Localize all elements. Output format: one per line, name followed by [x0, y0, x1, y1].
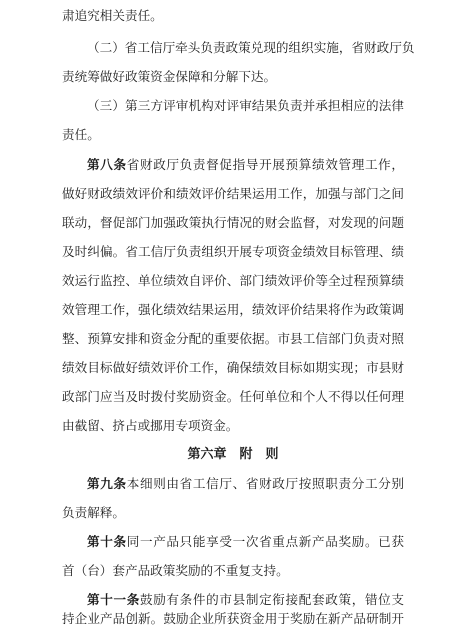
text-line: 效管理工作，强化绩效结果运用，绩效评价结果将作为政策调 — [62, 302, 404, 317]
text-line: 联动，督促部门加强政策执行情况的财会监督，对发现的问题 — [62, 215, 404, 230]
article-heading: 第十一条 — [87, 592, 140, 607]
article-10-first-line: 第十条同一产品只能享受一次省重点新产品奖励。已获 — [87, 534, 405, 549]
text-line: 效运行监控、单位绩效自评价、部门绩效评价等全过程预算绩 — [62, 273, 404, 288]
text-line: 责统筹做好政策资金保障和分解下达。 — [62, 69, 277, 84]
text-line: 由截留、挤占或挪用专项资金。 — [62, 418, 239, 433]
text-line: 整、预算安排和资金分配的重要依据。市县工信部门负责对照 — [62, 331, 404, 346]
text-line: 肃追究相关责任。 — [62, 8, 163, 23]
article-heading: 第九条 — [87, 476, 127, 491]
article-heading: 第十条 — [87, 534, 127, 549]
article-9-first-line: 第九条本细则由省工信厅、省财政厅按照职责分工分别 — [87, 476, 405, 491]
article-heading: 第八条 — [87, 157, 127, 172]
article-8-first-line: 第八条省财政厅负责督促指导开展预算绩效管理工作， — [87, 157, 405, 172]
text-line: 持企业产品创新。鼓励企业所获资金用于奖励在新产品研制开 — [62, 611, 404, 626]
article-11-first-line: 第十一条鼓励有条件的市县制定衔接配套政策，错位支 — [87, 592, 405, 607]
text-line: 绩效目标做好绩效评价工作，确保绩效目标如期实现；市县财 — [62, 360, 404, 375]
text-line: 政部门应当及时拨付奖励资金。任何单位和个人不得以任何理 — [62, 389, 404, 404]
text-line: 做好财政绩效评价和绩效评价结果运用工作，加强与部门之间 — [62, 186, 404, 201]
text-line: 及时纠偏。省工信厅负责组织开展专项资金绩效目标管理、绩 — [62, 244, 404, 259]
text-line: （二）省工信厅牵头负责政策兑现的组织实施，省财政厅负 — [87, 40, 415, 55]
text-line: （三）第三方评审机构对评审结果负责并承担相应的法律 — [87, 98, 404, 113]
text-line: 负责解释。 — [62, 505, 125, 520]
text-line: 责任。 — [62, 127, 100, 142]
chapter-heading: 第六章 附 则 — [187, 447, 279, 462]
text-line: 首（台）套产品政策奖励的不重复支持。 — [62, 563, 289, 578]
